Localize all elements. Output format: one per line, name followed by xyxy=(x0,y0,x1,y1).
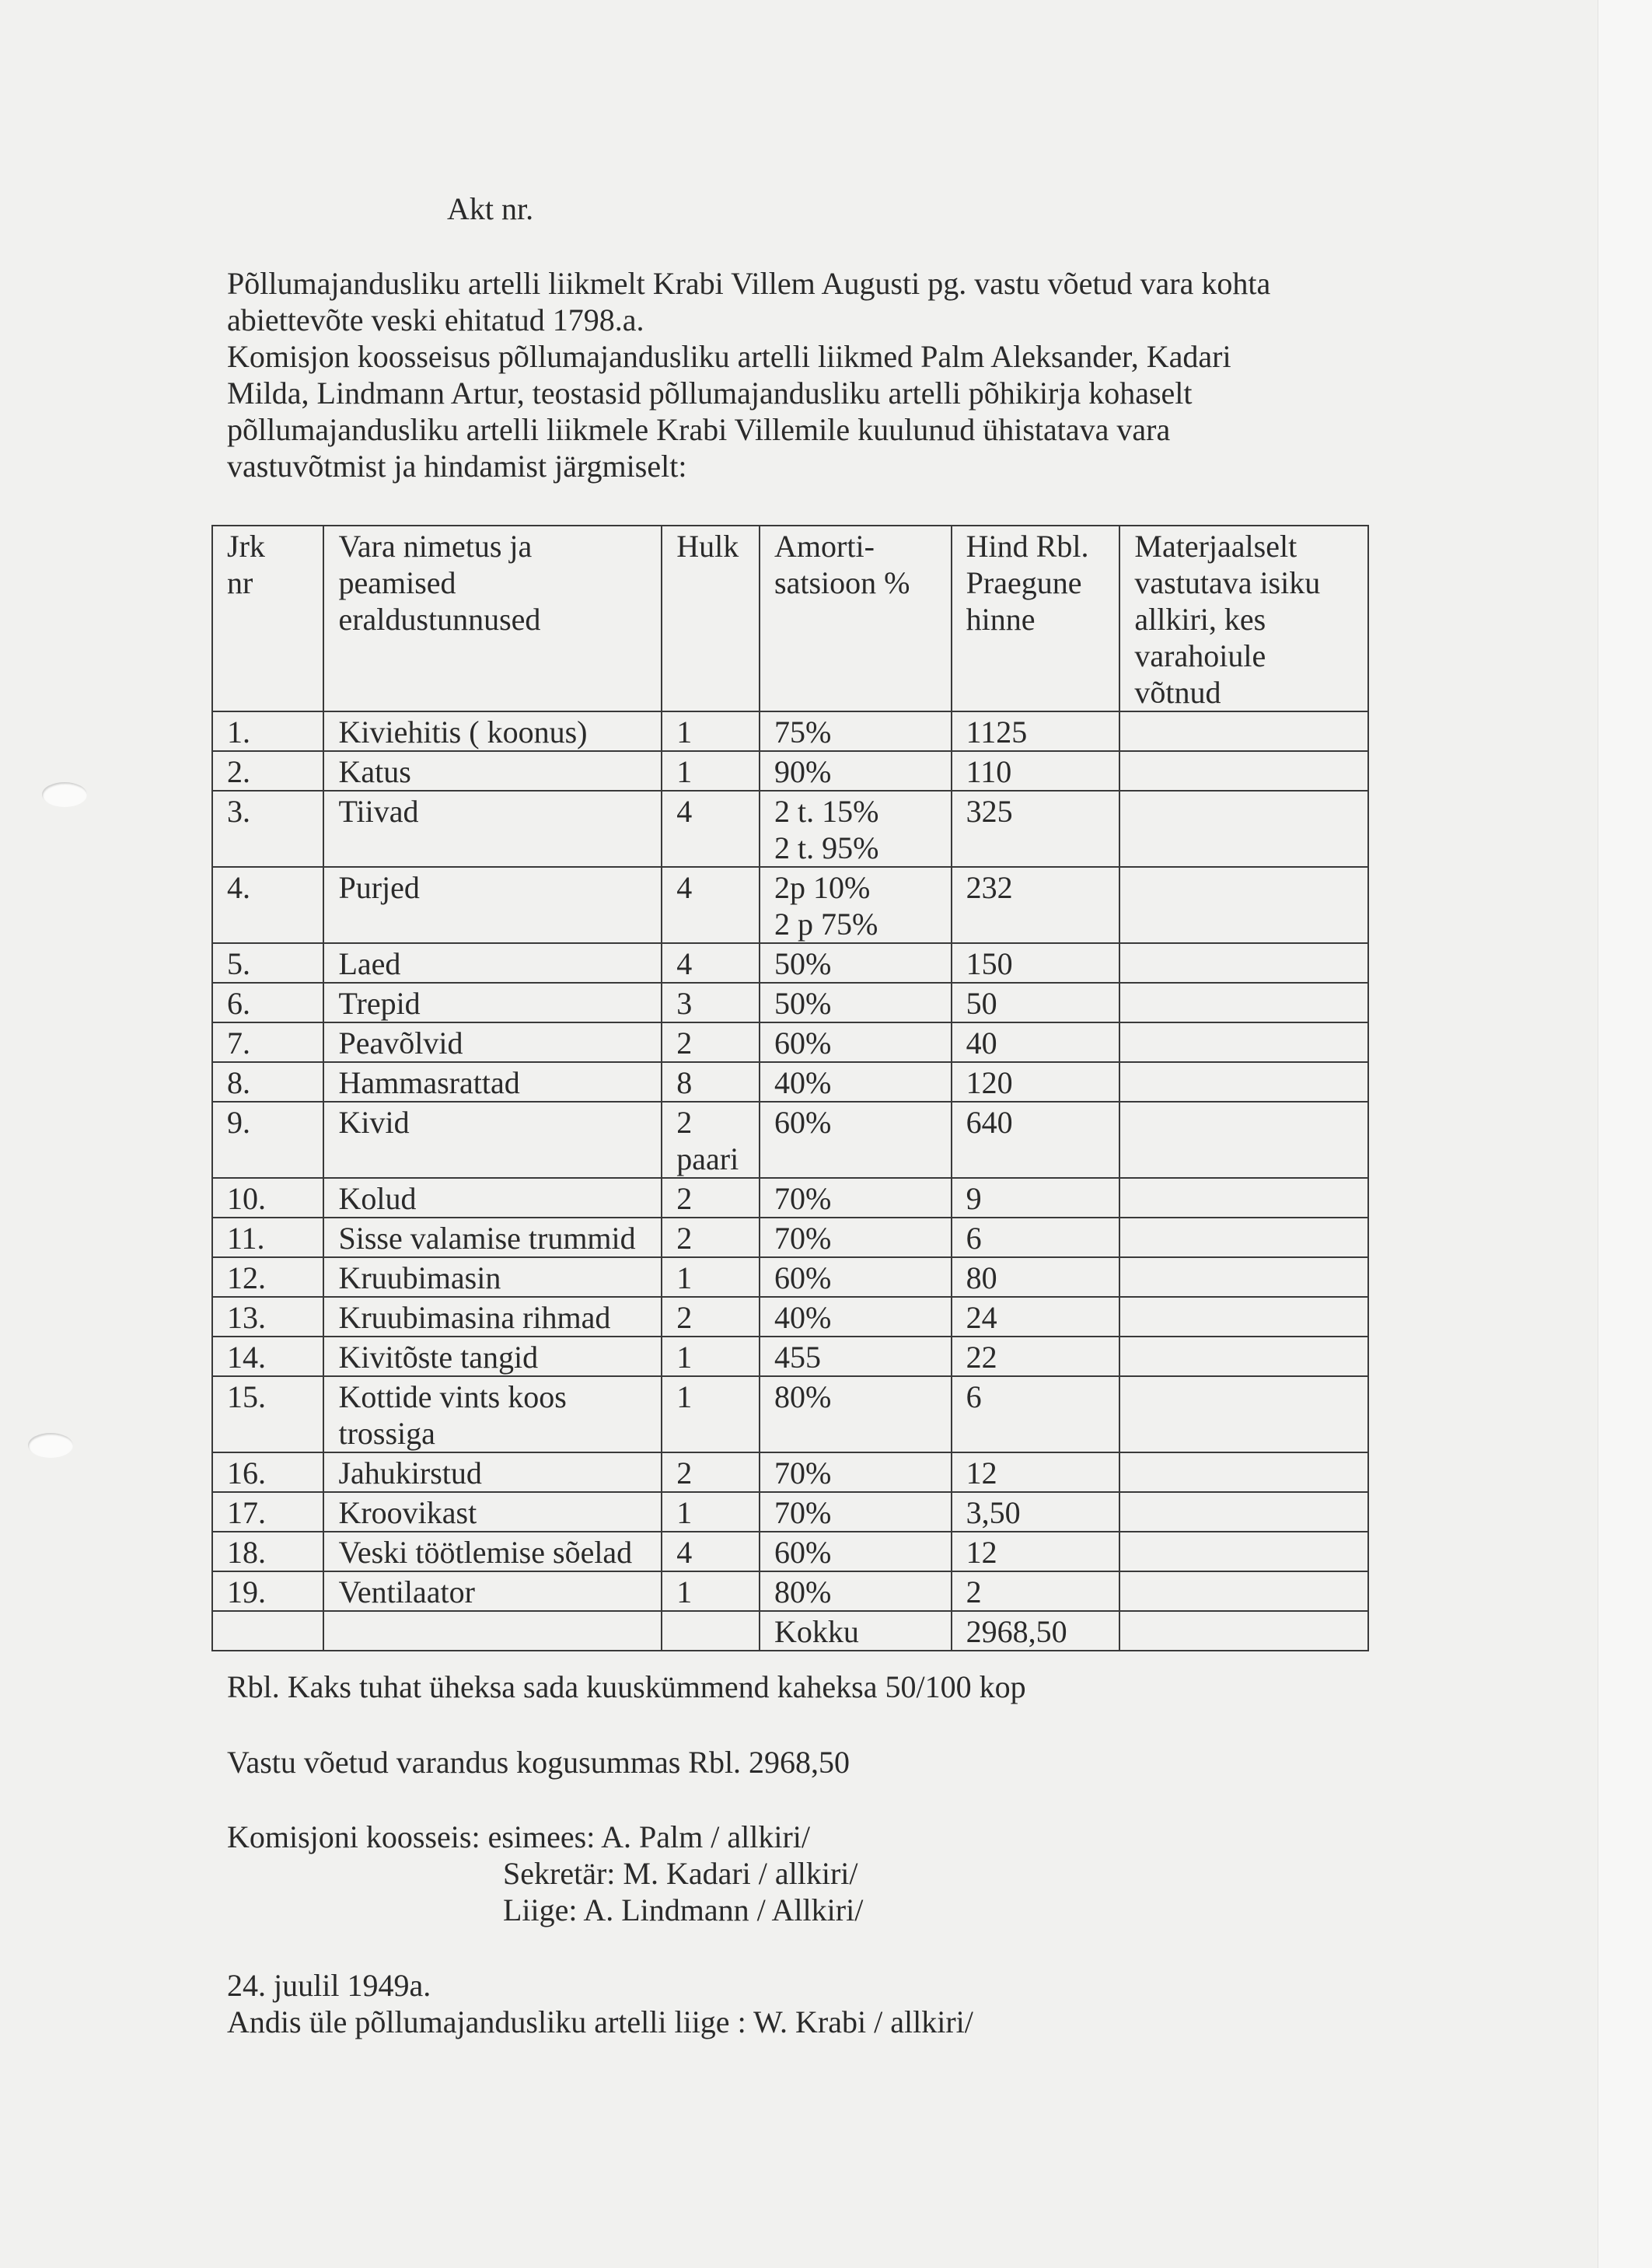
cell-name-line: Peavõlvid xyxy=(338,1026,463,1061)
header-jrk-nr xyxy=(212,526,323,711)
cell-amortization-line: 80% xyxy=(774,1379,832,1414)
cell-nr: 2. xyxy=(212,751,323,791)
intro-line: Põllumajandusliku artelli liikmelt Krabi Villem Augusti pg. vastu võetud vara kohta xyxy=(227,266,1271,301)
cell-nr: 11. xyxy=(212,1218,323,1257)
cell-qty xyxy=(662,751,760,791)
cell-qty-line: 2 xyxy=(676,1221,693,1256)
cell-qty-line: 2 xyxy=(676,1300,693,1335)
cell-name xyxy=(323,1337,662,1376)
cell-signature xyxy=(1119,1218,1368,1257)
cell-nr: 16. xyxy=(212,1452,323,1492)
cell-qty-line: 1 xyxy=(676,1379,693,1414)
total-received: Vastu võetud varandus kogusummas Rbl. 2968,50 xyxy=(227,1745,850,1780)
cell-amortization xyxy=(760,1297,952,1337)
table-header-row xyxy=(212,526,1368,711)
cell-amortization-line: 70% xyxy=(774,1456,832,1490)
cell-name-line: Jahukirstud xyxy=(338,1456,482,1490)
cell-signature xyxy=(1119,791,1368,867)
cell-amortization-line: 40% xyxy=(774,1300,832,1335)
cell-name xyxy=(323,1452,662,1492)
cell-name xyxy=(323,1102,662,1178)
header-line: võtnud xyxy=(1134,675,1221,710)
cell-signature xyxy=(1119,1297,1368,1337)
cell-amortization-line: 50% xyxy=(774,946,832,981)
cell-name xyxy=(323,1022,662,1062)
cell-qty xyxy=(662,1062,760,1102)
cell-name-line: Kiviehitis ( koonus) xyxy=(338,715,588,750)
cell-qty-line: 2 xyxy=(676,1456,693,1490)
cell-name xyxy=(323,1062,662,1102)
table-row xyxy=(212,1218,1368,1257)
cell-name-line: Ventilaator xyxy=(338,1574,475,1609)
cell-nr xyxy=(212,1611,323,1651)
committee-member: Sekretär: M. Kadari / allkiri/ xyxy=(503,1856,858,1891)
cell-nr: 8. xyxy=(212,1062,323,1102)
cell-qty xyxy=(662,1218,760,1257)
cell-amortization-line: 40% xyxy=(774,1065,832,1100)
cell-qty-line: 4 xyxy=(676,1535,693,1570)
cell-name-line: Tiivad xyxy=(338,794,419,829)
committee-member: Liige: A. Lindmann / Allkiri/ xyxy=(503,1892,864,1927)
table-row xyxy=(212,1022,1368,1062)
cell-nr: 3. xyxy=(212,791,323,867)
cell-nr: 10. xyxy=(212,1178,323,1218)
cell-amortization xyxy=(760,1102,952,1178)
cell-signature xyxy=(1119,1492,1368,1532)
cell-amortization xyxy=(760,711,952,751)
header-line: varahoiule xyxy=(1134,638,1266,673)
cell-amortization-line: 70% xyxy=(774,1495,832,1530)
cell-amortization-line: 2 p 75% xyxy=(774,907,878,942)
cell-qty xyxy=(662,1452,760,1492)
header-line: eraldustunnused xyxy=(338,602,541,637)
cell-name-line: Kruubimasina rihmad xyxy=(338,1300,611,1335)
cell-price: 22 xyxy=(952,1337,1120,1376)
table-row xyxy=(212,1297,1368,1337)
header-line: Materjaalselt xyxy=(1134,529,1298,564)
cell-signature xyxy=(1119,1571,1368,1611)
header-line: satsioon % xyxy=(774,565,910,600)
header-hulk xyxy=(662,526,760,711)
cell-price: 150 xyxy=(952,943,1120,983)
cell-signature xyxy=(1119,1062,1368,1102)
intro-line: põllumajandusliku artelli liikmele Krabi Villemile kuulunud ühistatava vara xyxy=(227,412,1171,447)
table-row xyxy=(212,983,1368,1022)
cell-name-line: Kroovikast xyxy=(338,1495,477,1530)
property-inventory-table xyxy=(211,525,1369,1651)
cell-amortization-line: 2p 10% xyxy=(774,870,871,905)
table-row xyxy=(212,1257,1368,1297)
cell-amortization xyxy=(760,867,952,943)
cell-qty xyxy=(662,791,760,867)
cell-qty xyxy=(662,1337,760,1376)
cell-nr: 14. xyxy=(212,1337,323,1376)
committee-row-secretary xyxy=(227,1855,863,1892)
table-row xyxy=(212,943,1368,983)
cell-name xyxy=(323,1218,662,1257)
cell-amortization-line: 90% xyxy=(774,754,832,789)
cell-amortization xyxy=(760,1452,952,1492)
header-vara-nimetus xyxy=(323,526,662,711)
cell-nr: 4. xyxy=(212,867,323,943)
cell-signature xyxy=(1119,1178,1368,1218)
cell-name-line: Purjed xyxy=(338,870,420,905)
cell-name xyxy=(323,1376,662,1452)
document-title: Akt nr. xyxy=(447,191,534,226)
cell-amortization-line: 60% xyxy=(774,1105,832,1140)
table-total-row xyxy=(212,1611,1368,1651)
table-row xyxy=(212,1178,1368,1218)
cell-amortization-line: 60% xyxy=(774,1535,832,1570)
cell-price: 24 xyxy=(952,1297,1120,1337)
cell-qty-line: 1 xyxy=(676,1574,693,1609)
document-date: 24. juulil 1949a. xyxy=(227,1968,431,2003)
cell-qty-line: 2 xyxy=(676,1026,693,1061)
header-line: peamised xyxy=(338,565,456,600)
header-line: Jrk xyxy=(227,529,265,564)
cell-nr: 1. xyxy=(212,711,323,751)
table-row xyxy=(212,1102,1368,1178)
cell-qty-line: 1 xyxy=(676,1340,693,1375)
header-line: nr xyxy=(227,565,253,600)
cell-price: 50 xyxy=(952,983,1120,1022)
cell-qty-line: 1 xyxy=(676,715,693,750)
cell-name xyxy=(323,751,662,791)
table-row xyxy=(212,711,1368,751)
cell-nr: 19. xyxy=(212,1571,323,1611)
header-amortisatsioon xyxy=(760,526,952,711)
intro-line: vastuvõtmist ja hindamist järgmiselt: xyxy=(227,449,687,484)
cell-qty xyxy=(662,1297,760,1337)
cell-name-line: Kolud xyxy=(338,1181,417,1216)
cell-name-line: Kruubimasin xyxy=(338,1260,501,1295)
cell-signature xyxy=(1119,867,1368,943)
cell-amortization xyxy=(760,1022,952,1062)
cell-amortization-line: 50% xyxy=(774,986,832,1021)
cell-price: 640 xyxy=(952,1102,1120,1178)
cell-name-line: Veski töötlemise sõelad xyxy=(338,1535,633,1570)
header-allkiri xyxy=(1119,526,1368,711)
committee-member: esimees: A. Palm / allkiri/ xyxy=(487,1819,810,1854)
cell-name-line: Kottide vints koos xyxy=(338,1379,567,1414)
table-row xyxy=(212,1532,1368,1571)
intro-line: Milda, Lindmann Artur, teostasid põllumajandusliku artelli põhikirja kohaselt xyxy=(227,376,1193,411)
cell-price: 6 xyxy=(952,1218,1120,1257)
header-line: Vara nimetus ja xyxy=(338,529,533,564)
cell-name-line: Kivid xyxy=(338,1105,410,1140)
cell-name-line: Sisse valamise trummid xyxy=(338,1221,636,1256)
cell-qty-line: 8 xyxy=(676,1065,693,1100)
header-line: vastutava isiku xyxy=(1134,565,1321,600)
cell-nr: 13. xyxy=(212,1297,323,1337)
table-row xyxy=(212,751,1368,791)
cell-qty-line: 3 xyxy=(676,986,693,1021)
cell-qty-line: 2 xyxy=(676,1105,693,1140)
cell-signature xyxy=(1119,1257,1368,1297)
cell-name xyxy=(323,983,662,1022)
table-row xyxy=(212,1337,1368,1376)
cell-signature xyxy=(1119,1102,1368,1178)
cell-signature xyxy=(1119,1376,1368,1452)
scanner-background-edge xyxy=(1598,0,1652,2268)
table-row xyxy=(212,867,1368,943)
header-line: hinne xyxy=(966,602,1036,637)
cell-name xyxy=(323,1297,662,1337)
cell-nr: 5. xyxy=(212,943,323,983)
cell-qty xyxy=(662,711,760,751)
amount-in-words: Rbl. Kaks tuhat üheksa sada kuuskümmend kaheksa 50/100 kop xyxy=(227,1669,1026,1704)
header-line: Praegune xyxy=(966,565,1082,600)
cell-amortization xyxy=(760,1532,952,1571)
cell-qty xyxy=(662,1178,760,1218)
cell-price: 12 xyxy=(952,1452,1120,1492)
cell-nr: 18. xyxy=(212,1532,323,1571)
cell-qty xyxy=(662,1376,760,1452)
cell-nr: 12. xyxy=(212,1257,323,1297)
committee-row-chair xyxy=(227,1819,863,1855)
cell-amortization xyxy=(760,983,952,1022)
cell-qty-line: 4 xyxy=(676,946,693,981)
header-line: Hulk xyxy=(676,529,739,564)
cell-signature xyxy=(1119,1022,1368,1062)
committee-label: Komisjoni koosseis: xyxy=(227,1819,488,1854)
cell-nr: 7. xyxy=(212,1022,323,1062)
cell-price: 120 xyxy=(952,1062,1120,1102)
header-hind xyxy=(952,526,1120,711)
cell-name-line: Katus xyxy=(338,754,411,789)
cell-amortization-line: 70% xyxy=(774,1181,832,1216)
cell-qty xyxy=(662,1571,760,1611)
table-row xyxy=(212,791,1368,867)
cell-price: 6 xyxy=(952,1376,1120,1452)
cell-qty xyxy=(662,1257,760,1297)
table-row xyxy=(212,1452,1368,1492)
cell-qty xyxy=(662,1532,760,1571)
intro-paragraph xyxy=(227,265,1270,484)
cell-qty xyxy=(662,1022,760,1062)
cell-name-line: Trepid xyxy=(338,986,421,1021)
cell-name-line: Hammasrattad xyxy=(338,1065,520,1100)
cell-nr: 6. xyxy=(212,983,323,1022)
cell-amortization-line: 2 t. 95% xyxy=(774,830,879,865)
header-line: Hind Rbl. xyxy=(966,529,1089,564)
cell-amortization xyxy=(760,1376,952,1452)
cell-price: 40 xyxy=(952,1022,1120,1062)
table-row xyxy=(212,1571,1368,1611)
cell-name xyxy=(323,1611,662,1651)
cell-name-line: Laed xyxy=(338,946,401,981)
cell-amortization-line: 60% xyxy=(774,1026,832,1061)
cell-amortization-line: 2 t. 15% xyxy=(774,794,879,829)
cell-name xyxy=(323,1571,662,1611)
cell-qty-line: 1 xyxy=(676,754,693,789)
total-value: 2968,50 xyxy=(952,1611,1120,1651)
cell-amortization-line: 80% xyxy=(774,1574,832,1609)
cell-qty xyxy=(662,943,760,983)
cell-qty xyxy=(662,1492,760,1532)
cell-signature xyxy=(1119,711,1368,751)
cell-amortization-line: 455 xyxy=(774,1340,822,1375)
intro-line: Komisjon koosseisus põllumajandusliku artelli liikmed Palm Aleksander, Kadari xyxy=(227,339,1231,374)
cell-signature xyxy=(1119,751,1368,791)
committee-row-member xyxy=(227,1892,863,1928)
cell-name xyxy=(323,943,662,983)
cell-qty-line: 4 xyxy=(676,794,693,829)
cell-signature xyxy=(1119,1337,1368,1376)
cell-price: 232 xyxy=(952,867,1120,943)
cell-price: 9 xyxy=(952,1178,1120,1218)
cell-nr: 15. xyxy=(212,1376,323,1452)
cell-amortization-line: 75% xyxy=(774,715,832,750)
total-label: Kokku xyxy=(760,1611,952,1651)
header-line: allkiri, kes xyxy=(1134,602,1266,637)
table-row xyxy=(212,1062,1368,1102)
cell-name xyxy=(323,1532,662,1571)
cell-amortization xyxy=(760,1218,952,1257)
cell-qty xyxy=(662,1611,760,1651)
cell-nr: 17. xyxy=(212,1492,323,1532)
cell-nr: 9. xyxy=(212,1102,323,1178)
cell-qty xyxy=(662,867,760,943)
cell-price: 110 xyxy=(952,751,1120,791)
cell-price: 12 xyxy=(952,1532,1120,1571)
committee-signatures xyxy=(227,1819,863,1928)
intro-line: abiettevõte veski ehitatud 1798.a. xyxy=(227,302,644,337)
table-row xyxy=(212,1492,1368,1532)
cell-amortization xyxy=(760,1337,952,1376)
cell-amortization xyxy=(760,791,952,867)
cell-amortization-line: 70% xyxy=(774,1221,832,1256)
cell-qty-line: 1 xyxy=(676,1495,693,1530)
cell-qty-line: 4 xyxy=(676,870,693,905)
cell-price: 2 xyxy=(952,1571,1120,1611)
cell-name xyxy=(323,711,662,751)
cell-name xyxy=(323,1492,662,1532)
cell-name xyxy=(323,867,662,943)
cell-price: 80 xyxy=(952,1257,1120,1297)
cell-price: 3,50 xyxy=(952,1492,1120,1532)
cell-amortization xyxy=(760,751,952,791)
cell-name xyxy=(323,1178,662,1218)
handed-over-signature: Andis üle põllumajandusliku artelli liige : W. Krabi / allkiri/ xyxy=(227,2004,973,2039)
cell-name-line: trossiga xyxy=(338,1416,435,1451)
header-line: Amorti- xyxy=(774,529,875,564)
cell-price: 325 xyxy=(952,791,1120,867)
cell-signature xyxy=(1119,943,1368,983)
cell-signature xyxy=(1119,1452,1368,1492)
cell-name xyxy=(323,1257,662,1297)
cell-qty-line: paari xyxy=(676,1141,739,1176)
cell-amortization xyxy=(760,943,952,983)
cell-amortization xyxy=(760,1492,952,1532)
cell-price: 1125 xyxy=(952,711,1120,751)
punch-hole-top xyxy=(42,782,87,807)
cell-signature xyxy=(1119,1532,1368,1571)
cell-qty-line: 1 xyxy=(676,1260,693,1295)
cell-qty-line: 2 xyxy=(676,1181,693,1216)
table-row xyxy=(212,1376,1368,1452)
cell-signature xyxy=(1119,983,1368,1022)
cell-qty xyxy=(662,983,760,1022)
cell-name xyxy=(323,791,662,867)
cell-qty xyxy=(662,1102,760,1178)
cell-amortization-line: 60% xyxy=(774,1260,832,1295)
cell-amortization xyxy=(760,1062,952,1102)
cell-amortization xyxy=(760,1178,952,1218)
cell-amortization xyxy=(760,1257,952,1297)
cell-amortization xyxy=(760,1571,952,1611)
cell-name-line: Kivitõste tangid xyxy=(338,1340,539,1375)
punch-hole-bottom xyxy=(28,1433,73,1458)
cell-signature xyxy=(1119,1611,1368,1651)
